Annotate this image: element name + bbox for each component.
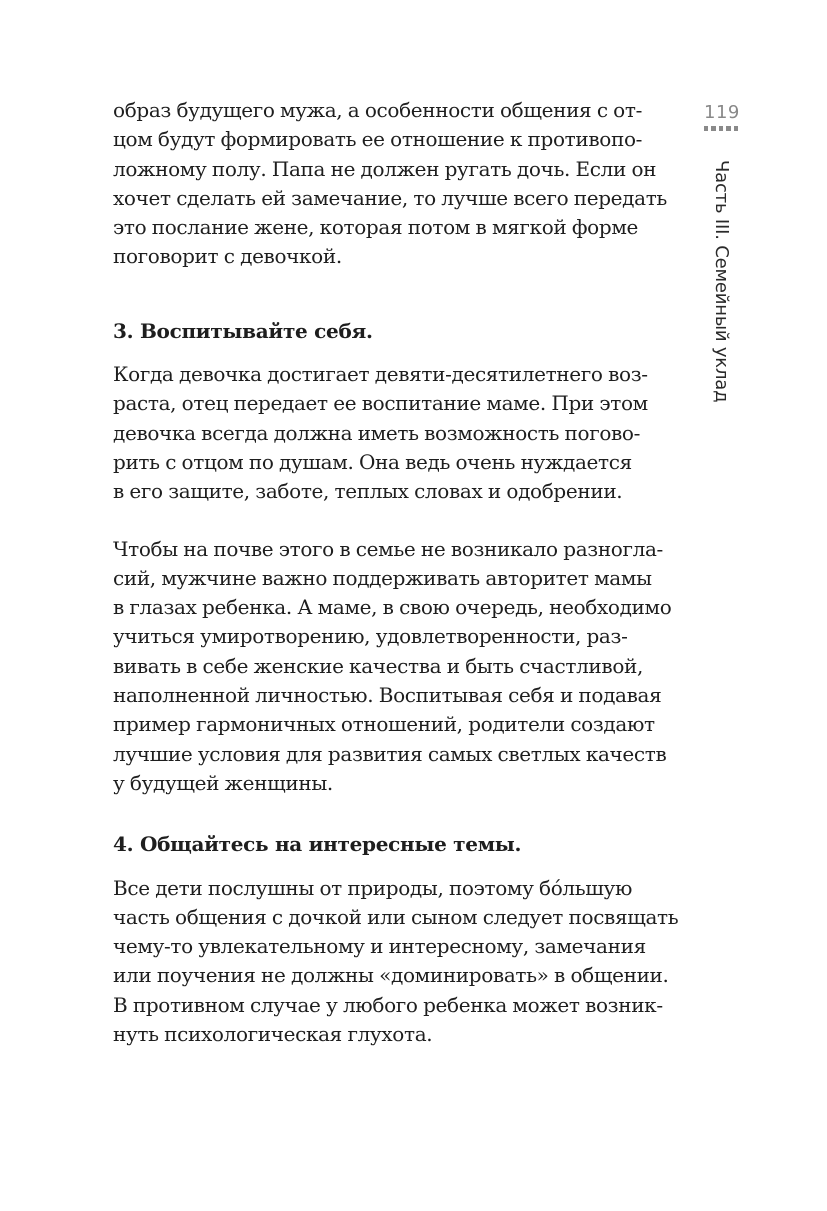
text-line: ложному полу. Папа не должен ругать дочь. Если он — [113, 156, 657, 181]
text-line: образ будущего мужа, а особенности общения с от- — [113, 98, 642, 122]
text-line: лучшие условия для развития самых светлых качеств — [113, 741, 667, 766]
running-head: Часть III. Семейный уклад — [711, 160, 732, 403]
section-heading-4: 4. Общайтесь на интересные темы. — [113, 832, 522, 857]
dot — [719, 126, 723, 131]
spacer — [113, 860, 665, 874]
section-heading-3: 3. Воспитывайте себя. — [113, 318, 373, 343]
text-line: наполненной личностью. Воспитывая себя и подавая — [113, 683, 662, 708]
paragraph-1 — [113, 96, 665, 272]
text-line: рить с отцом по душам. Она ведь очень нуждается — [113, 449, 632, 474]
page-number-dots — [704, 126, 738, 132]
paragraph-4 — [113, 874, 679, 1050]
text-line: в глазах ребенка. А маме, в свою очередь, необходимо — [113, 595, 672, 620]
text-line: у будущей женщины. — [113, 770, 333, 795]
text-line: чему-то увлекательному и интересному, замечания — [113, 934, 646, 959]
dot — [726, 126, 730, 131]
text-line: Чтобы на почве этого в семье не возникало разногла- — [113, 536, 663, 561]
spacer — [113, 272, 665, 317]
text-line: хочет сделать ей замечание, то лучше всего передать — [113, 185, 667, 210]
text-line: в его защите, заботе, теплых словах и одобрении. — [113, 479, 623, 504]
text-line: это послание жене, которая потом в мягкой форме — [113, 215, 639, 240]
text-line: часть общения с дочкой или сыном следует посвящать — [113, 904, 679, 929]
text-line: или поучения не должны «доминировать» в общении. — [113, 963, 669, 988]
text-line: Когда девочка достигает девяти-десятилетнего воз- — [113, 362, 648, 387]
text-line: поговорит с девочкой. — [113, 244, 342, 269]
text-line: Все дети послушны от природы, поэтому бóльшую — [113, 875, 633, 900]
paragraph-2 — [113, 360, 665, 506]
text-line: сий, мужчине важно поддерживать авторитет мамы — [113, 565, 652, 590]
body-text — [113, 96, 679, 1049]
text-line: В противном случае у любого ребенка может возник- — [113, 992, 663, 1017]
text-line: нуть психологическая глухота. — [113, 1022, 433, 1047]
text-line: раста, отец передает ее воспитание маме. При этом — [113, 391, 648, 416]
paragraph-3 — [113, 535, 672, 799]
text-line: цом будут формировать ее отношение к противопо- — [113, 127, 643, 152]
spacer — [113, 507, 665, 535]
text-line: вивать в себе женские качества и быть счастливой, — [113, 653, 643, 678]
dot — [704, 126, 708, 131]
spacer — [113, 798, 665, 830]
text-line: пример гармоничных отношений, родители создают — [113, 712, 655, 737]
page-number: 119 — [704, 102, 740, 123]
text-line: девочка всегда должна иметь возможность погово- — [113, 420, 641, 445]
dot — [734, 126, 738, 131]
text-line: учиться умиротворению, удовлетворенности, раз- — [113, 624, 628, 649]
spacer — [113, 346, 665, 360]
dot — [711, 126, 715, 131]
